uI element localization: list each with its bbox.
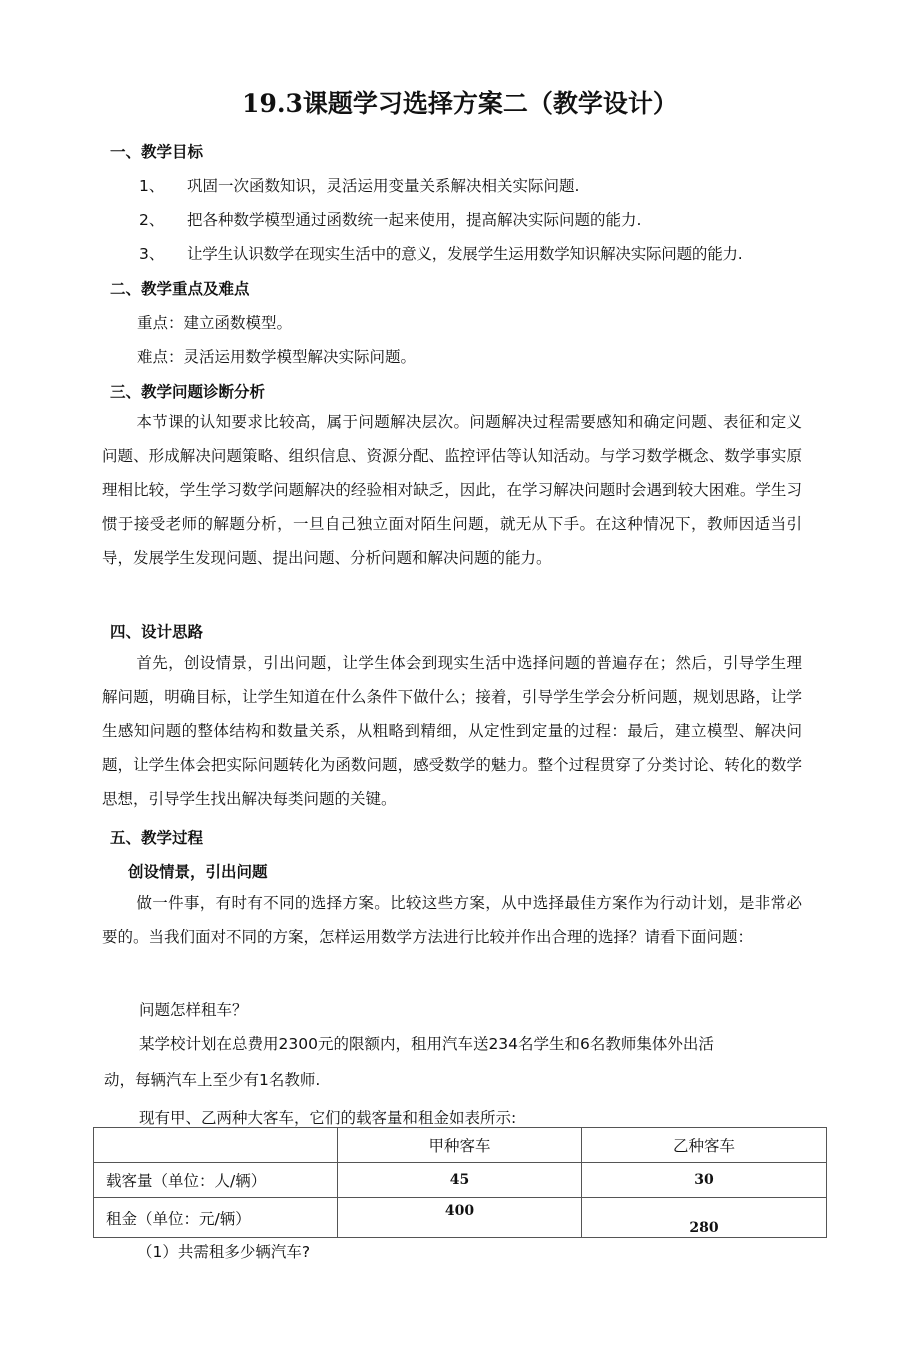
- key-point: 重点：建立函数模型。: [137, 314, 293, 332]
- problem-line: 动，每辆汽车上至少有1名教师.: [104, 1071, 321, 1089]
- section-heading-analysis: 三、教学问题诊断分析: [110, 383, 266, 401]
- goal-number: 3、: [139, 245, 165, 263]
- table-cell: 400: [338, 1198, 582, 1238]
- table-cell: 280: [582, 1198, 827, 1238]
- table-row: [94, 1198, 827, 1238]
- difficulty-point: 难点：灵活运用数学模型解决实际问题。: [137, 348, 417, 366]
- section-heading-keypoints: 二、教学重点及难点: [110, 280, 250, 298]
- analysis-text: 本节课的认知要求比较高，属于问题解决层次。问题解决过程需要感知和确定问题、表征和定义问题、形成解决问题策略、组织信息、资源分配、监控评估等认知活动。与学习数学概念、数学事实原理相比较，学生学习数学问题解决的经验相对缺乏，因此，在学习解决问题时会遇到较大困难。学生习惯于接受老师的解题分析，一旦自己独立面对陌生问题，就无从下手。在这种情况下，教师因适当引导，发展学生发现问题、提出问题、分析问题和解决问题的能力。: [102, 413, 802, 567]
- row-label: 载客量（单位：人/辆）: [94, 1163, 338, 1198]
- design-text: 首先，创设情景，引出问题，让学生体会到现实生活中选择问题的普遍存在；然后，引导学生理解问题，明确目标，让学生知道在什么条件下做什么；接着，引导学生学会分析问题，规划思路，让学生感知问题的整体结构和数量关系，从粗略到精细，从定性到定量的过程：最后，建立模型、解决问题，让学生体会把实际问题转化为函数问题，感受数学的魅力。整个过程贯穿了分类讨论、转化的数学思想，引导学生找出解决每类问题的关键。: [102, 654, 802, 808]
- table-header-cell: [94, 1128, 338, 1163]
- process-intro-paragraph: [102, 886, 802, 954]
- table-header-cell: 乙种客车: [582, 1128, 827, 1163]
- section-heading-process: 五、教学过程: [110, 829, 204, 847]
- goal-text: 把各种数学模型通过函数统一起来使用，提高解决实际问题的能力.: [187, 211, 642, 229]
- design-paragraph: [102, 646, 802, 816]
- goal-text: 巩固一次函数知识，灵活运用变量关系解决相关实际问题.: [187, 177, 580, 195]
- analysis-paragraph: [102, 405, 802, 575]
- process-subheading: 创设情景，引出问题: [128, 863, 268, 881]
- process-intro-text: 做一件事，有时有不同的选择方案。比较这些方案，从中选择最佳方案作为行动计划，是非常必要的。当我们面对不同的方案，怎样运用数学方法进行比较并作出合理的选择？请看下面问题：: [102, 894, 802, 946]
- problem-line: 某学校计划在总费用2300元的限额内，租用汽车送234名学生和6名教师集体外出活: [139, 1035, 714, 1053]
- table-cell: 30: [582, 1163, 827, 1198]
- rental-table: [93, 1127, 827, 1238]
- goal-number: 1、: [139, 177, 165, 195]
- table-row: [94, 1163, 827, 1198]
- goal-number: 2、: [139, 211, 165, 229]
- question-title: 问题怎样租车？: [139, 1001, 248, 1019]
- page-title: 19.3课题学习选择方案二（教学设计）: [242, 89, 678, 118]
- section-heading-goals: 一、教学目标: [110, 143, 204, 161]
- table-cell: 45: [338, 1163, 582, 1198]
- section-heading-design: 四、设计思路: [110, 623, 204, 641]
- goal-text: 让学生认识数学在现实生活中的意义，发展学生运用数学知识解决实际问题的能力.: [187, 245, 743, 263]
- row-label: 租金（单位：元/辆）: [94, 1198, 338, 1238]
- table-intro: 现有甲、乙两种大客车，它们的载客量和租金如表所示:: [139, 1109, 517, 1127]
- table-header-row: [94, 1128, 827, 1163]
- sub-question: （1）共需租多少辆汽车?: [137, 1243, 311, 1261]
- table-header-cell: 甲种客车: [338, 1128, 582, 1163]
